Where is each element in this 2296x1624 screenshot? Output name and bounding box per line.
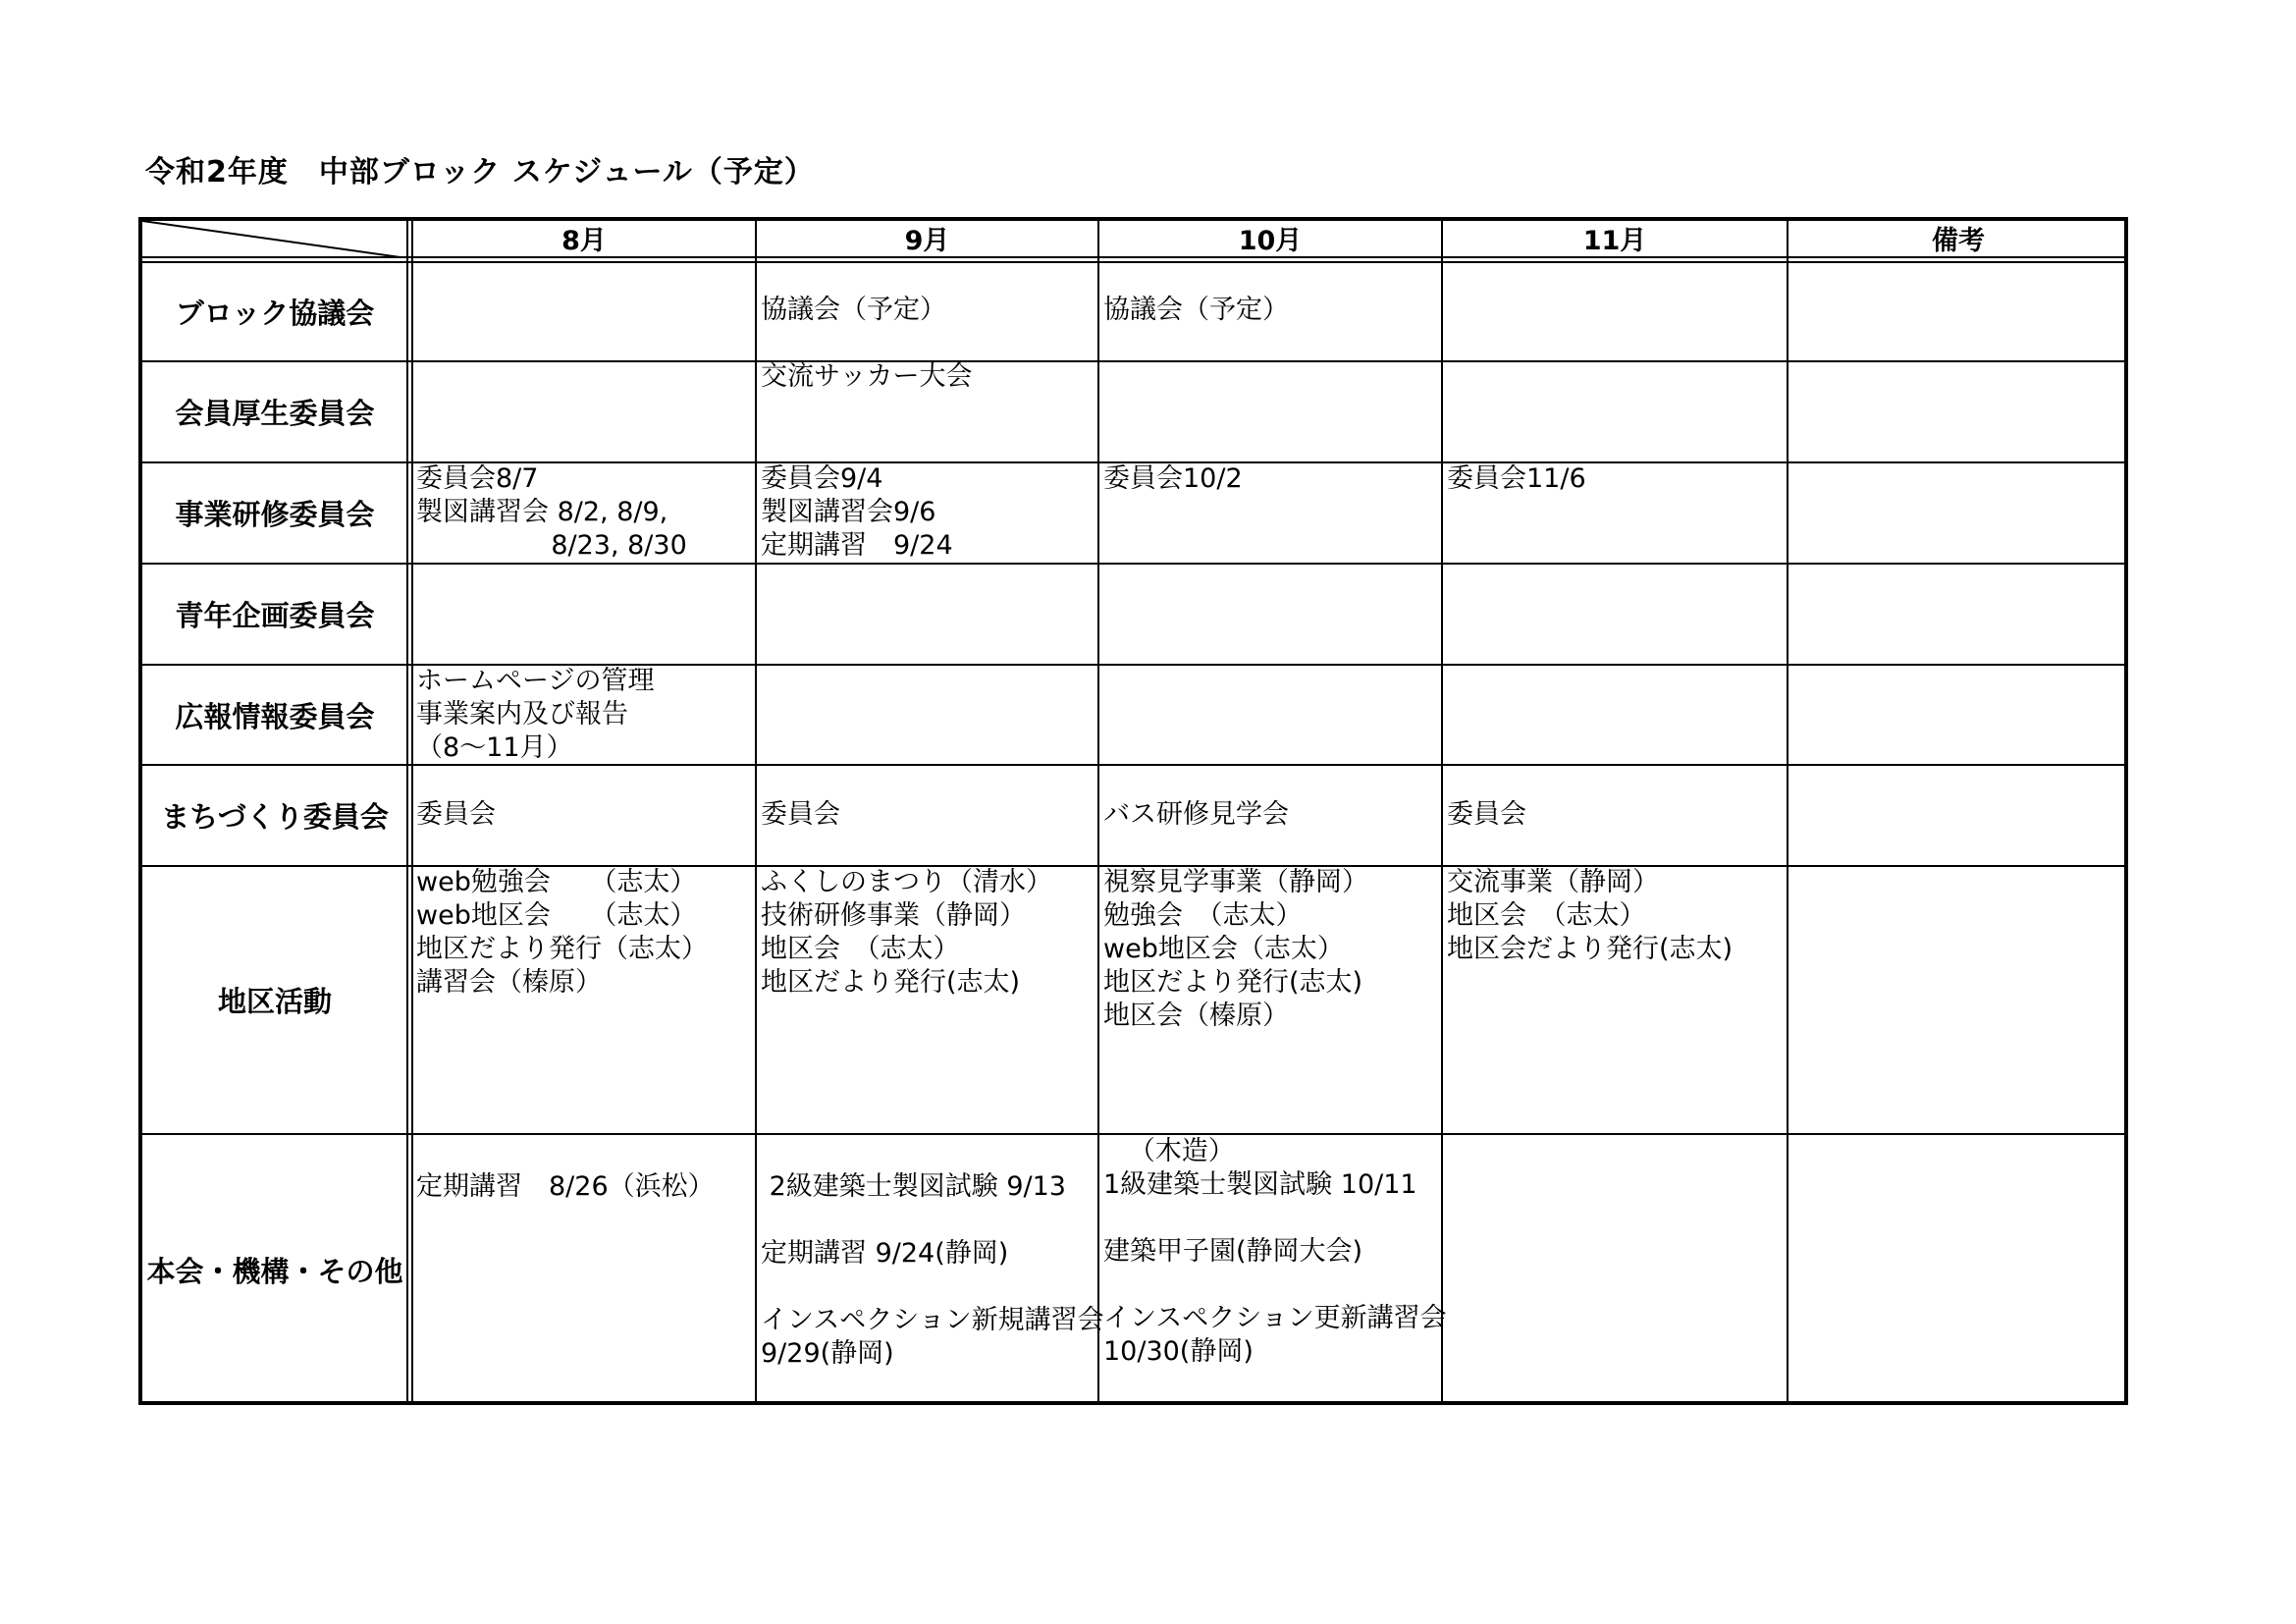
schedule-cell: ホームページの管理 事業案内及び報告 （8～11月） <box>416 666 655 763</box>
header-remarks: 備考 <box>1932 226 1985 256</box>
schedule-cell: 委員会 <box>416 799 496 830</box>
schedule-cell: 委員会8/7 製図講習会 8/2, 8/9, 8/23, 8/30 <box>416 463 687 561</box>
row-label: 会員厚生委員会 <box>175 397 375 430</box>
schedule-table <box>138 217 2128 1405</box>
schedule-cell: 視察見学事業（静岡） 勉強会 （志太） web地区会（志太） 地区だより発行(志太) 地区会（榛原） <box>1103 867 1368 1031</box>
schedule-cell: web勉強会 （志太） web地区会 （志太） 地区だより発行（志太） 講習会（榛原） <box>416 867 708 998</box>
row-label: まちづくり委員会 <box>161 800 389 834</box>
schedule-cell: 交流事業（静岡） 地区会 （志太） 地区会だより発行(志太) <box>1447 867 1734 964</box>
row-label: 事業研修委員会 <box>175 498 375 531</box>
schedule-cell: バス研修見学会 <box>1103 799 1289 830</box>
schedule-cell: 委員会 <box>761 799 840 830</box>
page-title: 令和2年度 中部ブロック スケジュール（予定） <box>145 155 815 189</box>
row-divider <box>142 261 2124 263</box>
header-month-nov: 11月 <box>1582 226 1647 256</box>
header-month-oct: 10月 <box>1238 226 1303 256</box>
schedule-cell: 委員会10/2 <box>1103 463 1243 494</box>
schedule-cell: 委員会 <box>1447 799 1526 830</box>
row-label: 広報情報委員会 <box>175 699 375 733</box>
column-divider <box>755 221 757 1401</box>
row-label: 地区活動 <box>217 985 332 1018</box>
row-label: ブロック協議会 <box>175 297 375 330</box>
row-label: 青年企画委員会 <box>175 599 375 632</box>
schedule-cell: 定期講習 8/26（浜松） <box>416 1171 715 1202</box>
row-label: 本会・機構・その他 <box>146 1255 403 1288</box>
corner-diagonal <box>142 221 407 258</box>
schedule-cell: ふくしのまつり（清水） 技術研修事業（静岡） 地区会 （志太） 地区だより発行(志太) <box>761 867 1052 998</box>
schedule-cell: （木造） 1級建築士製図試験 10/11 建築甲子園(静岡大会) インスペクション更新講習会 10/30(静岡) <box>1103 1136 1447 1367</box>
schedule-cell: 委員会9/4 製図講習会9/6 定期講習 9/24 <box>761 463 953 561</box>
row-divider <box>142 360 2124 362</box>
schedule-cell: 協議会（予定） <box>1103 295 1289 325</box>
schedule-cell: 交流サッカー大会 <box>761 361 973 392</box>
schedule-cell: 2級建築士製図試験 9/13 定期講習 9/24(静岡) インスペクション新規講習会 9/29(静岡) <box>761 1171 1104 1369</box>
schedule-cell: 委員会11/6 <box>1447 463 1586 494</box>
row-divider <box>142 563 2124 565</box>
schedule-cell: 協議会（予定） <box>761 295 946 325</box>
header-month-sep: 9月 <box>904 226 950 256</box>
column-divider <box>411 221 413 1401</box>
header-month-aug: 8月 <box>561 226 607 256</box>
column-divider <box>1787 221 1789 1401</box>
